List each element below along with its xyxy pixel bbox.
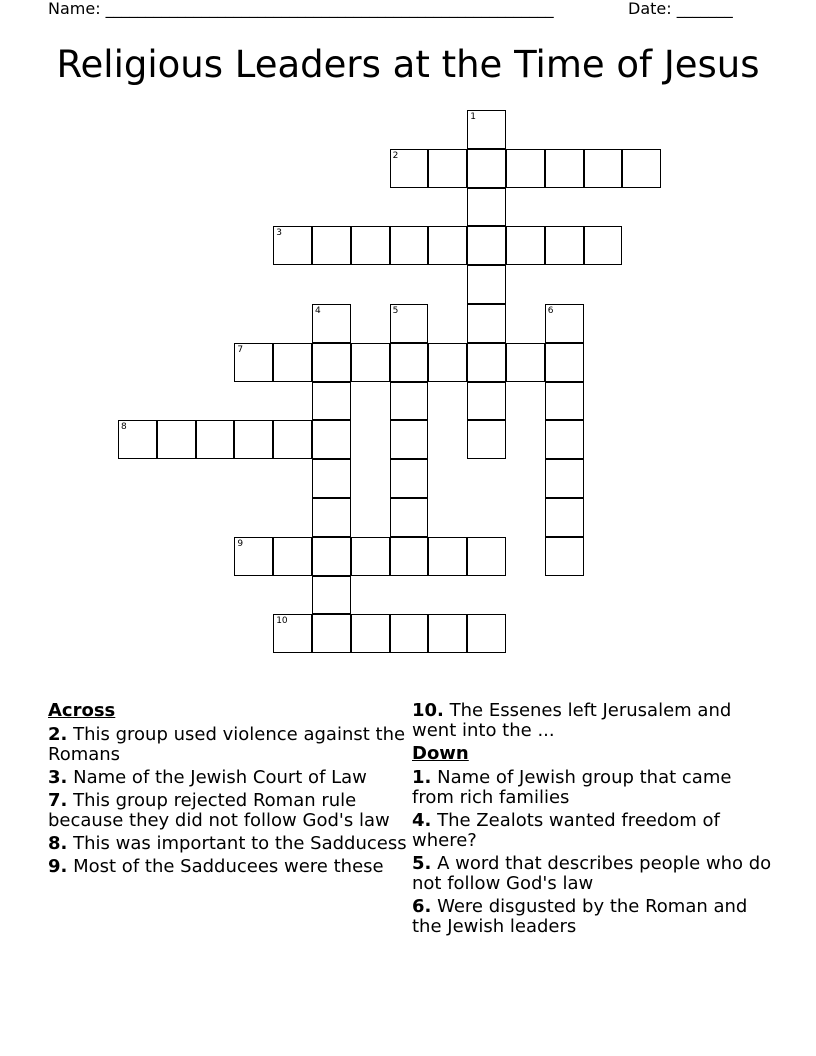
crossword-cell[interactable] — [312, 537, 351, 576]
clue-text: Name of Jewish group that came from rich families — [412, 767, 732, 808]
clue-across-7 — [48, 791, 408, 831]
crossword-cell[interactable] — [428, 149, 467, 188]
crossword-cell[interactable] — [622, 149, 661, 188]
crossword-cell[interactable] — [390, 343, 429, 382]
crossword-cell[interactable] — [273, 614, 312, 653]
crossword-cell[interactable] — [467, 226, 506, 265]
crossword-cell[interactable] — [234, 343, 273, 382]
crossword-cell[interactable] — [545, 226, 584, 265]
crossword-cell[interactable] — [467, 265, 506, 304]
clue-text: This was important to the Sadducess — [73, 833, 407, 854]
crossword-cell[interactable] — [428, 614, 467, 653]
crossword-cell[interactable] — [157, 420, 196, 459]
cell-number: 8 — [121, 422, 127, 433]
crossword-cell[interactable] — [545, 420, 584, 459]
crossword-cell[interactable] — [234, 537, 273, 576]
clue-number: 6. — [412, 896, 432, 917]
clue-number: 9. — [48, 856, 68, 877]
clue-down-1 — [412, 768, 772, 808]
crossword-cell[interactable] — [196, 420, 235, 459]
clue-down-5 — [412, 854, 772, 894]
crossword-cell[interactable] — [545, 343, 584, 382]
crossword-cell[interactable] — [390, 382, 429, 421]
crossword-cell[interactable] — [390, 459, 429, 498]
cell-number: 2 — [392, 150, 399, 161]
crossword-cell[interactable] — [390, 614, 429, 653]
crossword-cell[interactable] — [351, 614, 390, 653]
crossword-cell[interactable] — [545, 382, 584, 421]
crossword-cell[interactable] — [467, 420, 506, 459]
clue-down-6 — [412, 897, 772, 937]
page-title: Religious Leaders at the Time of Jesus — [56, 43, 760, 86]
clues-column-left — [48, 701, 408, 880]
crossword-cell[interactable] — [584, 149, 623, 188]
clue-number: 4. — [412, 810, 432, 831]
cell-number: 4 — [315, 306, 321, 316]
clue-across-3 — [48, 768, 408, 788]
clue-text: Name of the Jewish Court of Law — [73, 767, 367, 788]
crossword-cell[interactable] — [390, 226, 429, 265]
cell-number: 3 — [276, 228, 282, 239]
clue-number: 5. — [412, 853, 432, 874]
crossword-cell[interactable] — [428, 537, 467, 576]
crossword-cell[interactable] — [467, 110, 506, 149]
cell-number: 6 — [547, 306, 554, 316]
crossword-cell[interactable] — [312, 304, 351, 343]
crossword-cell[interactable] — [506, 149, 545, 188]
crossword-cell[interactable] — [506, 343, 545, 382]
crossword-cell[interactable] — [273, 343, 312, 382]
crossword-cell[interactable] — [273, 420, 312, 459]
crossword-cell[interactable] — [390, 304, 429, 343]
clue-text: This group used violence against the Romans — [48, 724, 406, 765]
cell-number: 1 — [470, 112, 476, 122]
crossword-cell[interactable] — [273, 226, 312, 265]
crossword-cell[interactable] — [351, 537, 390, 576]
crossword-cell[interactable] — [428, 226, 467, 265]
clue-down-4 — [412, 811, 772, 851]
cell-number: 7 — [237, 344, 244, 355]
across-heading: Across — [48, 700, 116, 721]
crossword-cell[interactable] — [312, 420, 351, 459]
crossword-cell[interactable] — [390, 537, 429, 576]
crossword-cell[interactable] — [545, 498, 584, 537]
crossword-cell[interactable] — [312, 226, 351, 265]
clue-number: 7. — [48, 790, 68, 811]
crossword-cell[interactable] — [312, 459, 351, 498]
crossword-cell[interactable] — [467, 614, 506, 653]
clue-across-2 — [48, 725, 408, 765]
clue-text: The Essenes left Jerusalem and went into the ... — [412, 700, 732, 741]
clue-text: A word that describes people who do not follow God's law — [412, 853, 772, 894]
cell-number: 9 — [237, 538, 244, 549]
crossword-cell[interactable] — [312, 614, 351, 653]
clue-across-8 — [48, 834, 408, 854]
clue-number: 1. — [412, 767, 432, 788]
clues-column-right — [412, 701, 772, 940]
crossword-cell[interactable] — [467, 537, 506, 576]
crossword-cell[interactable] — [545, 149, 584, 188]
crossword-cell[interactable] — [390, 420, 429, 459]
crossword-cell[interactable] — [351, 226, 390, 265]
crossword-cell[interactable] — [467, 149, 506, 188]
crossword-cell[interactable] — [312, 382, 351, 421]
clue-text: This group rejected Roman rule because they did not follow God's law — [48, 790, 390, 831]
crossword-cell[interactable] — [351, 343, 390, 382]
crossword-cell[interactable] — [545, 459, 584, 498]
crossword-cell[interactable] — [545, 537, 584, 576]
clue-across-9 — [48, 857, 408, 877]
crossword-cell[interactable] — [312, 498, 351, 537]
crossword-cell[interactable] — [390, 149, 429, 188]
crossword-cell[interactable] — [467, 382, 506, 421]
name-field-label: Name: ________________________________________________________ — [48, 0, 554, 18]
crossword-cell[interactable] — [390, 498, 429, 537]
clue-number: 2. — [48, 724, 68, 745]
crossword-cell[interactable] — [428, 343, 467, 382]
crossword-cell[interactable] — [118, 420, 157, 459]
crossword-cell[interactable] — [467, 188, 506, 227]
crossword-cell[interactable] — [545, 304, 584, 343]
down-heading: Down — [412, 743, 469, 764]
clue-text: Most of the Sadducees were these — [73, 856, 384, 877]
clue-number: 8. — [48, 833, 68, 854]
clue-across-10 — [412, 701, 772, 741]
crossword-cell[interactable] — [312, 576, 351, 615]
crossword-cell[interactable] — [584, 226, 623, 265]
clue-text: Were disgusted by the Roman and the Jewish leaders — [412, 896, 748, 937]
clue-number: 10. — [412, 700, 444, 721]
crossword-cell[interactable] — [312, 343, 351, 382]
crossword-cell[interactable] — [506, 226, 545, 265]
crossword-cell[interactable] — [273, 537, 312, 576]
crossword-cell[interactable] — [234, 420, 273, 459]
crossword-cell[interactable] — [467, 343, 506, 382]
cell-number: 5 — [392, 306, 399, 316]
cell-number: 10 — [276, 616, 288, 627]
clue-text: The Zealots wanted freedom of where? — [412, 810, 720, 851]
crossword-cell[interactable] — [467, 304, 506, 343]
clue-number: 3. — [48, 767, 68, 788]
date-field-label: Date: _______ — [628, 0, 733, 18]
